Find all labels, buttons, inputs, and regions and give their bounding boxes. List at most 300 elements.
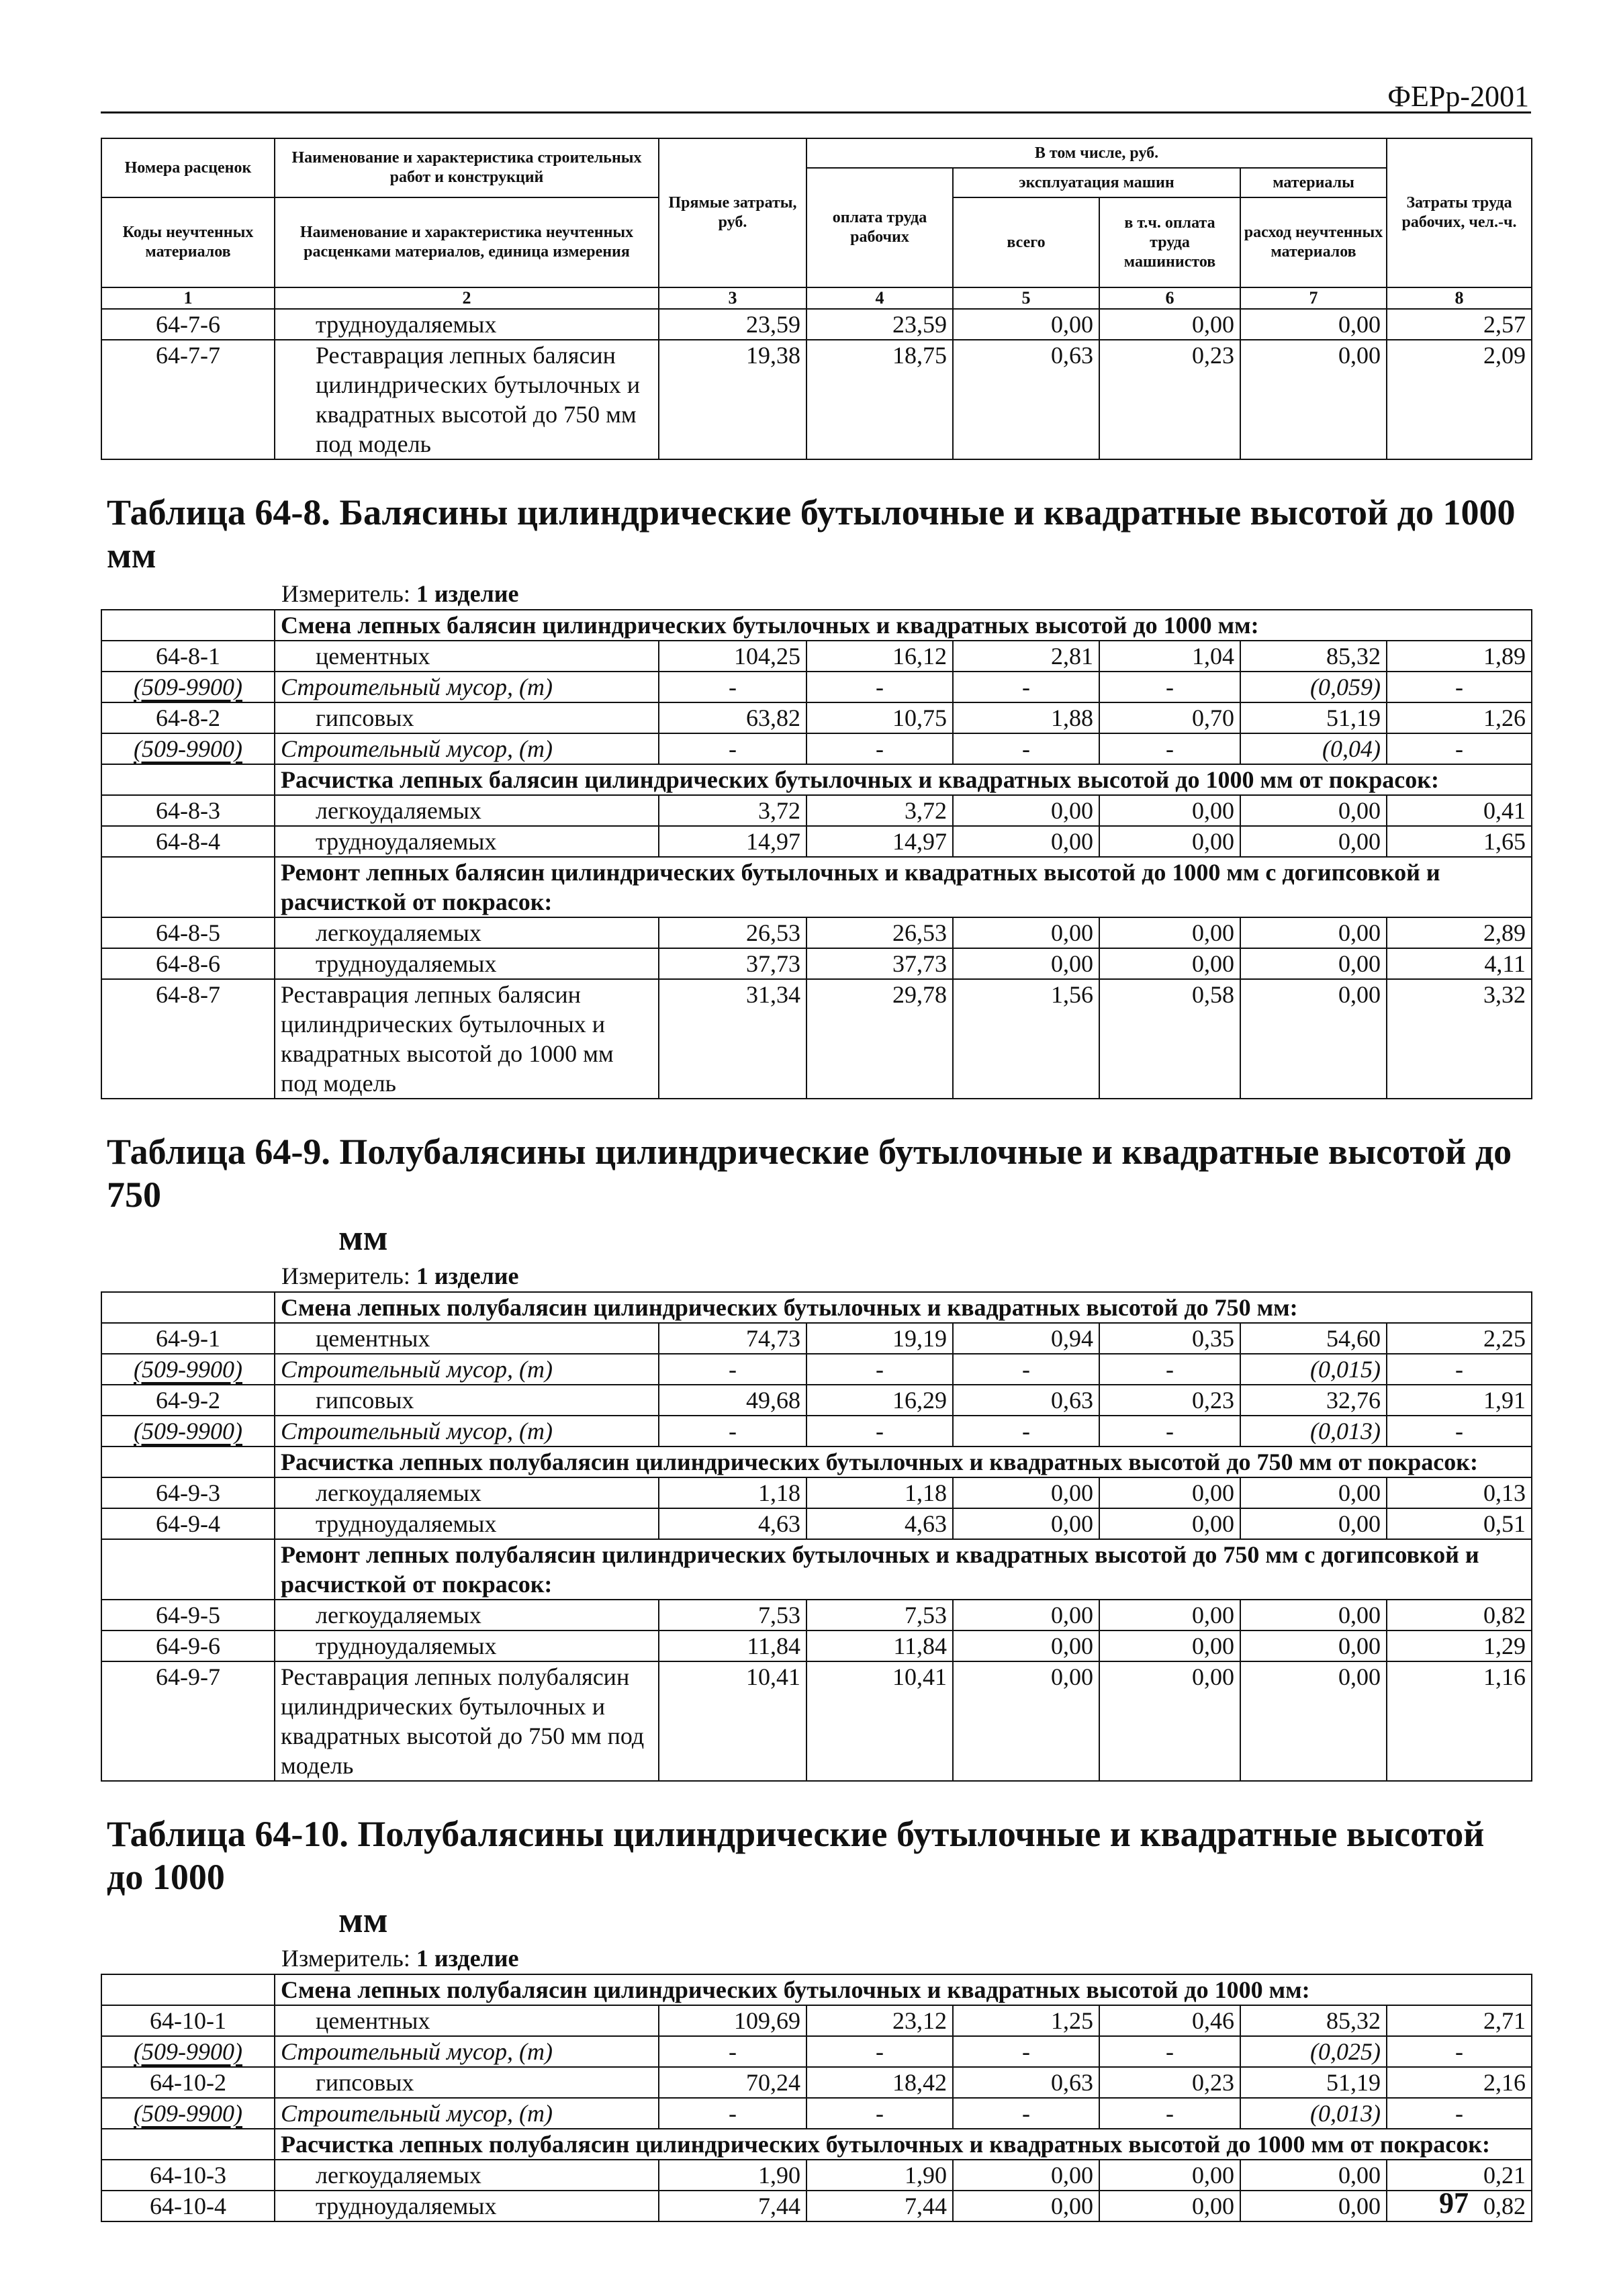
direct-costs-value: 70,24 xyxy=(659,2067,806,2098)
rate-code: 64-9-5 xyxy=(101,1600,275,1631)
header-materials: материалы xyxy=(1240,168,1387,197)
machines-total-value: 0,00 xyxy=(953,1508,1099,1539)
direct-costs-value: 14,97 xyxy=(659,826,806,857)
material-name: Строительный мусор, (т) xyxy=(275,733,659,764)
materials-value: (0,013) xyxy=(1240,2098,1387,2129)
machinist-pay-value: - xyxy=(1099,2098,1240,2129)
machinist-pay-value: 0,00 xyxy=(1099,948,1240,979)
section-title-row xyxy=(101,1974,1532,2005)
direct-costs-value: 63,82 xyxy=(659,702,806,733)
rate-code: 64-9-2 xyxy=(101,1385,275,1416)
machines-total-value: 0,00 xyxy=(953,795,1099,826)
work-name: трудноудаляемых xyxy=(275,1631,659,1661)
section-title: Ремонт лепных балясин цилиндрических бутылочных и квадратных высотой до 1000 мм с догипсовкой и расчисткой от покрасок: xyxy=(275,857,1532,917)
material-code: (509-9900) xyxy=(101,733,275,764)
materials-value: (0,059) xyxy=(1240,672,1387,702)
rate-row xyxy=(101,1631,1532,1661)
work-name: гипсовых xyxy=(275,702,659,733)
labor-hours-value: 0,13 xyxy=(1387,1477,1532,1508)
machinist-pay-value: 0,23 xyxy=(1099,1385,1240,1416)
rate-code: 64-8-5 xyxy=(101,917,275,948)
material-name: Строительный мусор, (т) xyxy=(275,2098,659,2129)
materials-value: 0,00 xyxy=(1240,795,1387,826)
header-material-codes: Коды неучтенных материалов xyxy=(101,197,275,287)
direct-costs-value: 109,69 xyxy=(659,2005,806,2036)
machinist-pay-value: 0,58 xyxy=(1099,979,1240,1099)
measure-unit xyxy=(107,580,1526,609)
col-number: 6 xyxy=(1099,287,1240,309)
rate-row xyxy=(101,917,1532,948)
section-title-row xyxy=(101,610,1532,641)
machinist-pay-value: 0,00 xyxy=(1099,795,1240,826)
labor-hours-value: 0,41 xyxy=(1387,795,1532,826)
empty-cell xyxy=(101,764,275,795)
header-material-name: Наименование и характеристика неучтенных расценками материалов, единица измерения xyxy=(275,197,659,287)
rate-code: 64-10-2 xyxy=(101,2067,275,2098)
rate-sheet xyxy=(101,138,1531,2222)
material-name: Строительный мусор, (т) xyxy=(275,1416,659,1447)
measure-value: 1 изделие xyxy=(416,580,519,607)
labor-pay-value: 19,19 xyxy=(806,1323,953,1354)
rate-row xyxy=(101,1477,1532,1508)
labor-pay-value: 16,12 xyxy=(806,641,953,672)
materials-value: 85,32 xyxy=(1240,2005,1387,2036)
work-name: цементных xyxy=(275,641,659,672)
machinist-pay-value: - xyxy=(1099,733,1240,764)
rate-row xyxy=(101,1385,1532,1416)
materials-value: 51,19 xyxy=(1240,702,1387,733)
rate-code: 64-10-1 xyxy=(101,2005,275,2036)
direct-costs-value: - xyxy=(659,2098,806,2129)
rate-code: 64-9-3 xyxy=(101,1477,275,1508)
labor-hours-value: 4,11 xyxy=(1387,948,1532,979)
labor-pay-value: - xyxy=(806,2036,953,2067)
machines-total-value: 2,81 xyxy=(953,641,1099,672)
labor-pay-value: 18,42 xyxy=(806,2067,953,2098)
labor-hours-value: - xyxy=(1387,2098,1532,2129)
labor-hours-value: 2,89 xyxy=(1387,917,1532,948)
materials-value: 0,00 xyxy=(1240,917,1387,948)
table-title: Таблица 64-8. Балясины цилиндрические бутылочные и квадратные высотой до 1000 мм xyxy=(107,492,1516,576)
work-name: трудноудаляемых xyxy=(275,826,659,857)
rate-row xyxy=(101,795,1532,826)
empty-cell xyxy=(101,2129,275,2160)
measure-unit xyxy=(107,1944,1526,1974)
labor-pay-value: 4,63 xyxy=(806,1508,953,1539)
materials-value: 0,00 xyxy=(1240,826,1387,857)
rate-code: 64-9-4 xyxy=(101,1508,275,1539)
rate-row xyxy=(101,340,1532,459)
material-row xyxy=(101,733,1532,764)
machinist-pay-value: 0,00 xyxy=(1099,309,1240,340)
section-title-row xyxy=(101,1539,1532,1600)
work-name: трудноудаляемых xyxy=(275,1508,659,1539)
measure-label: Измеритель: xyxy=(281,1262,410,1289)
rate-code: 64-8-3 xyxy=(101,795,275,826)
section-title: Смена лепных полубалясин цилиндрических бутылочных и квадратных высотой до 750 мм: xyxy=(275,1292,1532,1323)
measure-value: 1 изделие xyxy=(416,1945,519,1972)
table-title-line: мм xyxy=(338,1218,388,1258)
section-title: Смена лепных полубалясин цилиндрических бутылочных и квадратных высотой до 1000 мм: xyxy=(275,1974,1532,2005)
rate-code: 64-10-3 xyxy=(101,2160,275,2191)
labor-pay-value: 23,12 xyxy=(806,2005,953,2036)
materials-value: (0,04) xyxy=(1240,733,1387,764)
rate-row xyxy=(101,641,1532,672)
direct-costs-value: 23,59 xyxy=(659,309,806,340)
machinist-pay-value: 0,23 xyxy=(1099,2067,1240,2098)
empty-cell xyxy=(101,1292,275,1323)
machines-total-value: 0,00 xyxy=(953,1600,1099,1631)
rate-row xyxy=(101,826,1532,857)
machines-total-value: 0,00 xyxy=(953,1477,1099,1508)
materials-value: 0,00 xyxy=(1240,309,1387,340)
direct-costs-value: 7,53 xyxy=(659,1600,806,1631)
header-machines: эксплуатация машин xyxy=(953,168,1240,197)
rate-row xyxy=(101,979,1532,1099)
rate-row xyxy=(101,1323,1532,1354)
work-name: трудноудаляемых xyxy=(275,309,659,340)
header-labor-pay: оплата труда рабочих xyxy=(806,168,953,287)
materials-value: 0,00 xyxy=(1240,2191,1387,2221)
rate-code: 64-8-4 xyxy=(101,826,275,857)
document-code: ФЕРр-2001 xyxy=(1387,80,1529,113)
work-name: трудноудаляемых xyxy=(275,2191,659,2221)
materials-value: (0,025) xyxy=(1240,2036,1387,2067)
machines-total-value: - xyxy=(953,2036,1099,2067)
machines-total-value: - xyxy=(953,2098,1099,2129)
labor-pay-value: - xyxy=(806,733,953,764)
materials-value: (0,015) xyxy=(1240,1354,1387,1385)
table-title-line: мм xyxy=(338,1900,388,1940)
rate-row xyxy=(101,1600,1532,1631)
col-number: 4 xyxy=(806,287,953,309)
empty-cell xyxy=(101,1974,275,2005)
materials-value: 0,00 xyxy=(1240,1600,1387,1631)
table-title-cell xyxy=(101,1099,1532,1292)
rate-row xyxy=(101,702,1532,733)
machinist-pay-value: 0,00 xyxy=(1099,1661,1240,1781)
col-number: 2 xyxy=(275,287,659,309)
direct-costs-value: 37,73 xyxy=(659,948,806,979)
machines-total-value: 0,94 xyxy=(953,1323,1099,1354)
machinist-pay-value: 0,35 xyxy=(1099,1323,1240,1354)
labor-hours-value: 0,82 xyxy=(1387,2191,1532,2221)
labor-hours-value: 1,89 xyxy=(1387,641,1532,672)
material-name: Строительный мусор, (т) xyxy=(275,1354,659,1385)
labor-pay-value: - xyxy=(806,1416,953,1447)
rate-row xyxy=(101,948,1532,979)
direct-costs-value: 1,18 xyxy=(659,1477,806,1508)
direct-costs-value: - xyxy=(659,1416,806,1447)
rate-code: 64-8-1 xyxy=(101,641,275,672)
table-title-line: Таблица 64-9. Полубалясины цилиндрические бутылочные и квадратные высотой до 750 xyxy=(107,1132,1512,1215)
rates-table xyxy=(101,138,1532,2222)
materials-value: 0,00 xyxy=(1240,1661,1387,1781)
empty-cell xyxy=(101,857,275,917)
work-name: Реставрация лепных балясин цилиндрических бутылочных и квадратных высотой до 750 мм под модель xyxy=(275,340,659,459)
table-title-row xyxy=(101,459,1532,610)
direct-costs-value: 31,34 xyxy=(659,979,806,1099)
machines-total-value: - xyxy=(953,1416,1099,1447)
material-row xyxy=(101,1416,1532,1447)
labor-hours-value: 1,26 xyxy=(1387,702,1532,733)
rate-row xyxy=(101,1508,1532,1539)
section-title-row xyxy=(101,764,1532,795)
labor-hours-value: - xyxy=(1387,1354,1532,1385)
material-code: (509-9900) xyxy=(101,672,275,702)
work-name: Реставрация лепных балясин цилиндрических бутылочных и квадратных высотой до 1000 мм под модель xyxy=(275,979,659,1099)
labor-hours-value: 2,71 xyxy=(1387,2005,1532,2036)
table-title-row xyxy=(101,1099,1532,1292)
table-title xyxy=(107,1782,1526,1944)
rate-code: 64-8-6 xyxy=(101,948,275,979)
measure-label: Измеритель: xyxy=(281,1945,410,1972)
header-including: В том числе, руб. xyxy=(806,138,1387,168)
material-row xyxy=(101,2098,1532,2129)
machines-total-value: 1,88 xyxy=(953,702,1099,733)
rates-table-body xyxy=(101,138,1532,2221)
materials-value: 51,19 xyxy=(1240,2067,1387,2098)
labor-pay-value: 7,44 xyxy=(806,2191,953,2221)
material-row xyxy=(101,2036,1532,2067)
measure-value: 1 изделие xyxy=(416,1262,519,1289)
header-rate-numbers: Номера расценок xyxy=(101,138,275,197)
machinist-pay-value: 0,23 xyxy=(1099,340,1240,459)
materials-value: 0,00 xyxy=(1240,340,1387,459)
measure-label: Измеритель: xyxy=(281,580,410,607)
header-direct-costs: Прямые затраты, руб. xyxy=(659,138,806,287)
rate-row xyxy=(101,2067,1532,2098)
header-machinist-pay: в т.ч. оплата труда машинистов xyxy=(1099,197,1240,287)
machines-total-value: 0,63 xyxy=(953,2067,1099,2098)
materials-value: (0,013) xyxy=(1240,1416,1387,1447)
labor-pay-value: 23,59 xyxy=(806,309,953,340)
direct-costs-value: - xyxy=(659,672,806,702)
labor-pay-value: 11,84 xyxy=(806,1631,953,1661)
empty-cell xyxy=(101,610,275,641)
materials-value: 85,32 xyxy=(1240,641,1387,672)
rate-code: 64-10-4 xyxy=(101,2191,275,2221)
labor-pay-value: - xyxy=(806,2098,953,2129)
machinist-pay-value: 0,00 xyxy=(1099,826,1240,857)
header-work-name: Наименование и характеристика строительных работ и конструкций xyxy=(275,138,659,197)
direct-costs-value: - xyxy=(659,1354,806,1385)
direct-costs-value: 1,90 xyxy=(659,2160,806,2191)
col-number: 3 xyxy=(659,287,806,309)
direct-costs-value: 26,53 xyxy=(659,917,806,948)
labor-hours-value: 1,65 xyxy=(1387,826,1532,857)
machines-total-value: 0,00 xyxy=(953,2191,1099,2221)
direct-costs-value: 104,25 xyxy=(659,641,806,672)
work-name: гипсовых xyxy=(275,2067,659,2098)
machinist-pay-value: - xyxy=(1099,672,1240,702)
rate-code: 64-9-7 xyxy=(101,1661,275,1781)
labor-hours-value: 1,29 xyxy=(1387,1631,1532,1661)
work-name: легкоудаляемых xyxy=(275,2160,659,2191)
machinist-pay-value: 0,00 xyxy=(1099,1477,1240,1508)
machines-total-value: 1,56 xyxy=(953,979,1099,1099)
labor-pay-value: 18,75 xyxy=(806,340,953,459)
rate-code: 64-7-6 xyxy=(101,309,275,340)
rate-code: 64-7-7 xyxy=(101,340,275,459)
section-title-row xyxy=(101,1292,1532,1323)
machines-total-value: - xyxy=(953,733,1099,764)
machinist-pay-value: 0,46 xyxy=(1099,2005,1240,2036)
machines-total-value: 0,00 xyxy=(953,826,1099,857)
labor-hours-value: - xyxy=(1387,672,1532,702)
header-machines-total: всего xyxy=(953,197,1099,287)
materials-value: 0,00 xyxy=(1240,948,1387,979)
labor-pay-value: - xyxy=(806,1354,953,1385)
header-column-numbers xyxy=(101,287,1532,309)
machines-total-value: 0,00 xyxy=(953,2160,1099,2191)
machines-total-value: 0,00 xyxy=(953,1631,1099,1661)
material-name: Строительный мусор, (т) xyxy=(275,2036,659,2067)
machinist-pay-value: 0,00 xyxy=(1099,1631,1240,1661)
material-code: (509-9900) xyxy=(101,2036,275,2067)
labor-pay-value: 37,73 xyxy=(806,948,953,979)
rate-row xyxy=(101,2005,1532,2036)
section-title-row xyxy=(101,857,1532,917)
table-title-line: Таблица 64-10. Полубалясины цилиндрические бутылочные и квадратные высотой до 1000 xyxy=(107,1814,1485,1897)
table-title-cell xyxy=(101,1781,1532,1974)
labor-hours-value: 0,82 xyxy=(1387,1600,1532,1631)
work-name: легкоудаляемых xyxy=(275,1477,659,1508)
section-title-row xyxy=(101,1447,1532,1477)
direct-costs-value: 11,84 xyxy=(659,1631,806,1661)
labor-pay-value: 1,18 xyxy=(806,1477,953,1508)
work-name: Реставрация лепных полубалясин цилиндрических бутылочных и квадратных высотой до 750 мм под модель xyxy=(275,1661,659,1781)
materials-value: 0,00 xyxy=(1240,979,1387,1099)
labor-hours-value: 1,91 xyxy=(1387,1385,1532,1416)
col-number: 8 xyxy=(1387,287,1532,309)
rate-code: 64-8-2 xyxy=(101,702,275,733)
machines-total-value: 0,00 xyxy=(953,948,1099,979)
materials-value: 0,00 xyxy=(1240,1631,1387,1661)
direct-costs-value: 49,68 xyxy=(659,1385,806,1416)
labor-hours-value: 0,21 xyxy=(1387,2160,1532,2191)
material-code: (509-9900) xyxy=(101,2098,275,2129)
rate-row xyxy=(101,2160,1532,2191)
rate-code: 64-9-1 xyxy=(101,1323,275,1354)
direct-costs-value: 10,41 xyxy=(659,1661,806,1781)
machinist-pay-value: - xyxy=(1099,1416,1240,1447)
machines-total-value: - xyxy=(953,672,1099,702)
material-row xyxy=(101,1354,1532,1385)
direct-costs-value: 3,72 xyxy=(659,795,806,826)
labor-hours-value: 2,25 xyxy=(1387,1323,1532,1354)
section-title: Расчистка лепных балясин цилиндрических бутылочных и квадратных высотой до 1000 мм от покрасок: xyxy=(275,764,1532,795)
machines-total-value: - xyxy=(953,1354,1099,1385)
machinist-pay-value: 0,00 xyxy=(1099,1600,1240,1631)
material-name: Строительный мусор, (т) xyxy=(275,672,659,702)
labor-pay-value: 7,53 xyxy=(806,1600,953,1631)
material-code: (509-9900) xyxy=(101,1354,275,1385)
machinist-pay-value: - xyxy=(1099,2036,1240,2067)
labor-pay-value: - xyxy=(806,672,953,702)
labor-hours-value: - xyxy=(1387,1416,1532,1447)
direct-costs-value: 4,63 xyxy=(659,1508,806,1539)
header-materials-use: расход неучтенных материалов xyxy=(1240,197,1387,287)
work-name: цементных xyxy=(275,1323,659,1354)
labor-pay-value: 10,41 xyxy=(806,1661,953,1781)
work-name: гипсовых xyxy=(275,1385,659,1416)
machinist-pay-value: 0,70 xyxy=(1099,702,1240,733)
header-rule xyxy=(101,111,1531,113)
work-name: легкоудаляемых xyxy=(275,917,659,948)
machines-total-value: 0,00 xyxy=(953,1661,1099,1781)
col-number: 1 xyxy=(101,287,275,309)
machinist-pay-value: 0,00 xyxy=(1099,1508,1240,1539)
materials-value: 0,00 xyxy=(1240,1477,1387,1508)
machines-total-value: 0,63 xyxy=(953,1385,1099,1416)
rate-code: 64-9-6 xyxy=(101,1631,275,1661)
section-title: Ремонт лепных полубалясин цилиндрических бутылочных и квадратных высотой до 750 мм с догипсовкой и расчисткой от покрасок: xyxy=(275,1539,1532,1600)
machines-total-value: 0,63 xyxy=(953,340,1099,459)
table-title-cell xyxy=(101,459,1532,610)
direct-costs-value: 74,73 xyxy=(659,1323,806,1354)
section-title: Смена лепных балясин цилиндрических бутылочных и квадратных высотой до 1000 мм: xyxy=(275,610,1532,641)
labor-hours-value: - xyxy=(1387,2036,1532,2067)
direct-costs-value: 19,38 xyxy=(659,340,806,459)
labor-hours-value: 2,16 xyxy=(1387,2067,1532,2098)
rate-row xyxy=(101,2191,1532,2221)
machinist-pay-value: 0,00 xyxy=(1099,2160,1240,2191)
table-title-row xyxy=(101,1781,1532,1974)
machines-total-value: 0,00 xyxy=(953,309,1099,340)
machinist-pay-value: 0,00 xyxy=(1099,917,1240,948)
header-row-1 xyxy=(101,138,1532,168)
labor-hours-value: - xyxy=(1387,733,1532,764)
labor-pay-value: 3,72 xyxy=(806,795,953,826)
materials-value: 0,00 xyxy=(1240,1508,1387,1539)
machinist-pay-value: 1,04 xyxy=(1099,641,1240,672)
materials-value: 32,76 xyxy=(1240,1385,1387,1416)
direct-costs-value: - xyxy=(659,2036,806,2067)
material-code: (509-9900) xyxy=(101,1416,275,1447)
labor-pay-value: 16,29 xyxy=(806,1385,953,1416)
col-number: 5 xyxy=(953,287,1099,309)
labor-pay-value: 14,97 xyxy=(806,826,953,857)
work-name: легкоудаляемых xyxy=(275,795,659,826)
section-title: Расчистка лепных полубалясин цилиндрических бутылочных и квадратных высотой до 1000 мм от покрасок: xyxy=(275,2129,1532,2160)
labor-hours-value: 3,32 xyxy=(1387,979,1532,1099)
rate-code: 64-8-7 xyxy=(101,979,275,1099)
measure-unit xyxy=(107,1262,1526,1291)
section-title: Расчистка лепных полубалясин цилиндрических бутылочных и квадратных высотой до 750 мм от покрасок: xyxy=(275,1447,1532,1477)
work-name: цементных xyxy=(275,2005,659,2036)
machines-total-value: 0,00 xyxy=(953,917,1099,948)
material-row xyxy=(101,672,1532,702)
direct-costs-value: 7,44 xyxy=(659,2191,806,2221)
page-number: 97 xyxy=(1439,2187,1469,2219)
col-number: 7 xyxy=(1240,287,1387,309)
labor-pay-value: 26,53 xyxy=(806,917,953,948)
direct-costs-value: - xyxy=(659,733,806,764)
labor-hours-value: 0,51 xyxy=(1387,1508,1532,1539)
labor-pay-value: 29,78 xyxy=(806,979,953,1099)
work-name: трудноудаляемых xyxy=(275,948,659,979)
table-title xyxy=(107,1099,1526,1262)
work-name: легкоудаляемых xyxy=(275,1600,659,1631)
materials-value: 0,00 xyxy=(1240,2160,1387,2191)
labor-pay-value: 10,75 xyxy=(806,702,953,733)
labor-hours-value: 2,09 xyxy=(1387,340,1532,459)
labor-pay-value: 1,90 xyxy=(806,2160,953,2191)
rate-row xyxy=(101,309,1532,340)
machinist-pay-value: 0,00 xyxy=(1099,2191,1240,2221)
labor-hours-value: 2,57 xyxy=(1387,309,1532,340)
